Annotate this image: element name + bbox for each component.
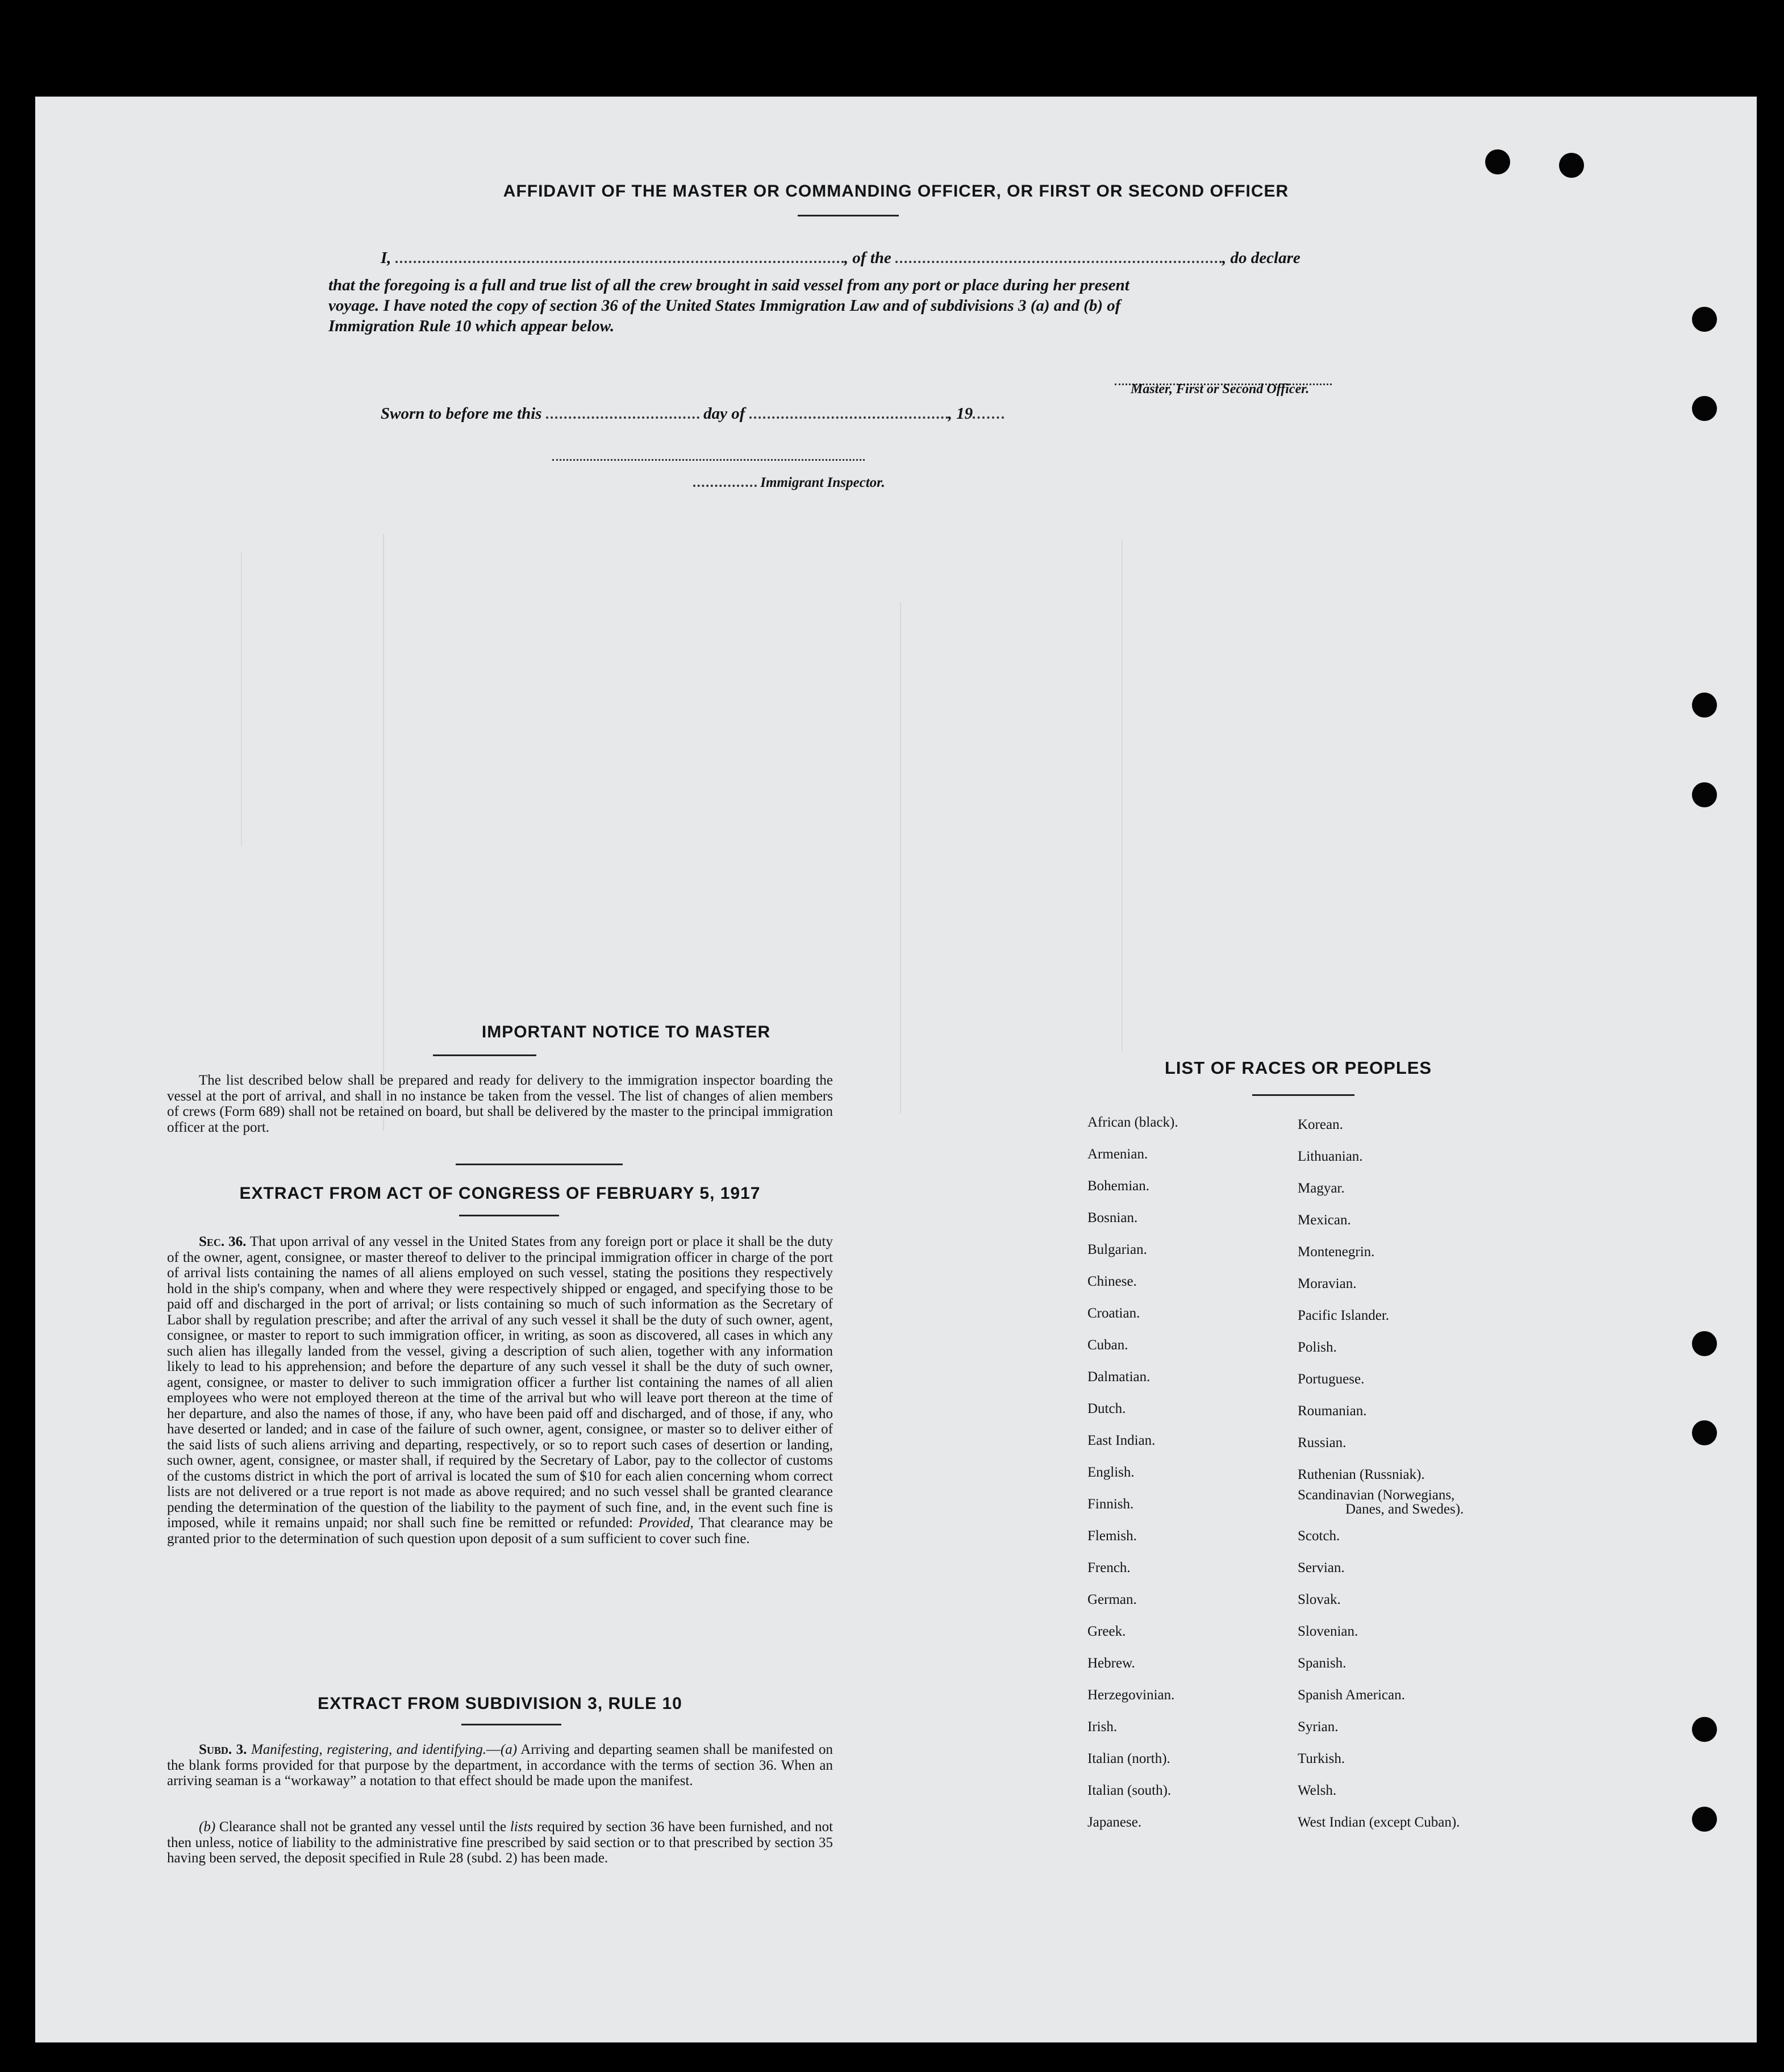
race-item: African (black). xyxy=(1087,1115,1178,1130)
b-text-1: Clearance shall not be granted any vessel until the xyxy=(219,1819,507,1835)
punch-hole xyxy=(1692,1807,1717,1832)
race-item: Bosnian. xyxy=(1087,1210,1138,1225)
race-item: Ruthenian (Russniak). xyxy=(1298,1467,1425,1482)
scandinavian-line-1: Scandinavian (Norwegians, xyxy=(1298,1487,1455,1503)
inspector-caption-text: Immigrant Inspector. xyxy=(760,475,885,490)
master-caption: Master, First or Second Officer. xyxy=(1131,382,1310,397)
race-item: Bulgarian. xyxy=(1087,1242,1147,1257)
section-36-text: That upon arrival of any vessel in the United States from any foreign port or place it shall be the duty of the owner, agent, consignee, or master thereof to deliver to the principal immigration officer in charge of the port of arrival lists containing the names of all aliens employed on such vessel, stating the positions they respectively hold in the ship's company, when and where they were respectively shipped or engaged, and specifying those to be paid off and discharged in the port of arrival; or lists containing so much of such information as the Secretary of Labor shall by regulation prescribe; and after the arrival of any such vessel it shall be the duty of such owner, agent, consignee, or master to report to such immigration officer, in writing, as soon as discovered, all cases in which any such alien has illegally landed from the vessel, giving a description of such alien, together with any information likely to lead to his apprehension; and before the departure of any such vessel it shall be the duty of such owner, agent, consignee, or master to deliver to such immigration officer a further list containing the names of all alien employees who were not employed thereon at the time of the arrival but who will leave port thereon at the time of her departure, and also the names of those, if any, who have been paid off and discharged, and of those, if any, who have deserted or landed; and in case of the failure of such owner, agent, consignee, or master so to deliver either of the said lists of such aliens arriving and departing, respectively, or so to report such cases of desertion or landing, such owner, agent, consignee, or master shall, if required by the Secretary of Labor, pay to the collector of customs of the customs district in which the port of arrival is located the sum of $10 for each alien concerning whom correct lists are not delivered or a true report is not made as above required; and no such vessel shall be granted clearance pending the determination of the question of the liability to the payment of such fine, and, in the event such fine is imposed, while it remains unpaid; nor shall such fine be remitted or refunded: xyxy=(167,1234,833,1531)
inspector-signature-line[interactable] xyxy=(552,459,865,461)
race-item: Korean. xyxy=(1298,1117,1343,1132)
b-lists: lists xyxy=(510,1819,533,1835)
b-label: (b) xyxy=(199,1819,216,1835)
race-item: Scotch. xyxy=(1298,1528,1340,1544)
punch-hole xyxy=(1692,693,1717,718)
races-right-column-continued xyxy=(1298,1520,1460,1838)
affidavit-title: AFFIDAVIT OF THE MASTER OR COMMANDING OFFICER, OR FIRST OR SECOND OFFICER xyxy=(503,182,1289,201)
race-item: Cuban. xyxy=(1087,1337,1128,1353)
race-item: Syrian. xyxy=(1298,1719,1339,1735)
a-label: (a) xyxy=(500,1742,518,1757)
race-item: Pacific Islander. xyxy=(1298,1308,1390,1323)
race-item: Italian (north). xyxy=(1087,1751,1170,1766)
title-rule xyxy=(798,215,899,216)
race-item: Armenian. xyxy=(1087,1147,1148,1162)
punch-hole xyxy=(1559,153,1584,178)
race-item: Dalmatian. xyxy=(1087,1369,1151,1385)
name-blank[interactable] xyxy=(395,255,844,263)
notice-end-rule xyxy=(456,1164,623,1165)
race-item: Montenegrin. xyxy=(1298,1244,1375,1260)
race-item: Moravian. xyxy=(1298,1276,1357,1291)
notice-title: IMPORTANT NOTICE TO MASTER xyxy=(481,1023,771,1041)
race-item: Turkish. xyxy=(1298,1751,1345,1766)
race-item: West Indian (except Cuban). xyxy=(1298,1815,1460,1830)
rule-rule xyxy=(461,1724,561,1725)
sworn-day-blank[interactable] xyxy=(546,411,699,419)
sworn-month-blank[interactable] xyxy=(749,411,948,419)
race-item: Greek. xyxy=(1087,1624,1126,1639)
races-left-column xyxy=(1087,1107,1178,1838)
race-item: French. xyxy=(1087,1560,1131,1575)
affidavit-line-1 xyxy=(381,249,1301,268)
race-item: Bohemian. xyxy=(1087,1178,1150,1194)
act-text xyxy=(167,1234,833,1546)
document-page xyxy=(35,97,1757,2042)
notice-rule xyxy=(433,1054,536,1056)
race-item: Welsh. xyxy=(1298,1783,1337,1798)
race-item: Russian. xyxy=(1298,1435,1347,1450)
race-item: Portuguese. xyxy=(1298,1371,1365,1387)
scandinavian-line-2: Danes, and Swedes). xyxy=(1345,1502,1464,1517)
rule-a-text: Subd. 3. Manifesting, registering, and identifying.—(a) Arriving and departing seamen shall be manifested on the blank forms provided for that purpose by the department, in accordance with the terms of section 36. When an arriving seaman is a “workaway” a notation to that effect should be made upon the manifest. xyxy=(167,1742,833,1788)
races-title: LIST OF RACES OR PEOPLES xyxy=(1165,1058,1432,1078)
section-36-text-end: That clearance may be granted prior to the determination of such question upon deposit of a sum sufficient to cover such fine. xyxy=(167,1515,833,1546)
sworn-line xyxy=(381,405,1004,423)
race-item: Lithuanian. xyxy=(1298,1149,1363,1164)
punch-hole xyxy=(1692,307,1717,332)
punch-hole xyxy=(1692,782,1717,807)
section-label: Sec. 36. xyxy=(199,1234,247,1249)
punch-hole xyxy=(1485,149,1510,174)
punch-hole xyxy=(1692,1420,1717,1445)
race-item: English. xyxy=(1087,1465,1135,1480)
race-item: Hebrew. xyxy=(1087,1656,1135,1671)
race-item: Irish. xyxy=(1087,1719,1118,1735)
race-item: Slovenian. xyxy=(1298,1624,1358,1639)
do-declare: , do declare xyxy=(1222,249,1301,267)
race-item: Spanish. xyxy=(1298,1656,1347,1671)
races-right-column xyxy=(1298,1109,1425,1491)
races-rule xyxy=(1252,1094,1354,1096)
rule-title: EXTRACT FROM SUBDIVISION 3, RULE 10 xyxy=(318,1694,682,1713)
race-item: Herzegovinian. xyxy=(1087,1687,1175,1703)
of-the: , of the xyxy=(844,249,891,267)
subd-label: Subd. 3. xyxy=(199,1742,247,1757)
bleed-through-line xyxy=(241,551,242,847)
race-item: Japanese. xyxy=(1087,1815,1142,1830)
year-prefix: , 19 xyxy=(948,405,973,423)
race-item: Magyar. xyxy=(1298,1181,1345,1196)
subd-heading: Manifesting, registering, and identifying. xyxy=(251,1742,486,1757)
race-item: Spanish American. xyxy=(1298,1687,1405,1703)
race-item: Polish. xyxy=(1298,1340,1337,1355)
race-item: Finnish. xyxy=(1087,1496,1134,1512)
race-item: Flemish. xyxy=(1087,1528,1137,1544)
race-item: East Indian. xyxy=(1087,1433,1156,1448)
act-rule xyxy=(459,1215,559,1216)
punch-hole xyxy=(1692,396,1717,421)
race-item: Mexican. xyxy=(1298,1212,1351,1228)
b-text-2: required by section 36 have been furnished, and not then unless, notice of liability to the administrative fine prescribed by said section or to that prescribed by section 35 having been served, the deposit specified in Rule 28 (subd. 2) has been made. xyxy=(167,1819,833,1866)
race-item: Croatian. xyxy=(1087,1306,1140,1321)
i-word: I, xyxy=(381,249,391,267)
race-item: Dutch. xyxy=(1087,1401,1126,1416)
race-item: Slovak. xyxy=(1298,1592,1341,1607)
punch-hole xyxy=(1692,1331,1717,1356)
affidavit-line-2: that the foregoing is a full and true list of all the crew brought in said vessel from any port or place during her present xyxy=(328,276,1129,294)
race-item: Servian. xyxy=(1298,1560,1345,1575)
punch-hole xyxy=(1692,1717,1717,1742)
affidavit-line-4: Immigration Rule 10 which appear below. xyxy=(328,317,615,335)
race-item: Chinese. xyxy=(1087,1274,1137,1289)
inspector-caption xyxy=(693,475,885,491)
race-item: Roumanian. xyxy=(1298,1403,1367,1419)
vessel-blank[interactable] xyxy=(895,255,1222,263)
rule-b-text xyxy=(167,1819,833,1866)
sworn-text: Sworn to before me this xyxy=(381,405,542,423)
provided-word: Provided, xyxy=(638,1515,694,1531)
bleed-through-line xyxy=(1122,540,1123,1051)
inspector-blank[interactable] xyxy=(693,479,757,487)
race-item: German. xyxy=(1087,1592,1137,1607)
affidavit-line-3: voyage. I have noted the copy of section 36 of the United States Immigration Law and of subdivisions 3 (a) and (b) of xyxy=(328,297,1121,315)
notice-text: The list described below shall be prepared and ready for delivery to the immigration inspector boarding the vessel at the port of arrival, and shall in no instance be taken from the vessel. The list of changes of alien members of crews (Form 689) shall not be retained on board, but shall be delivered by the master to the principal immigration officer at the port. xyxy=(167,1073,833,1135)
races-scandinavian xyxy=(1298,1488,1464,1516)
a-text: Arriving and departing seamen shall be manifested on the blank forms provided for that purpose by the department, in accordance with the terms of section 36. When an arriving seaman is a “workaway” a notation to that effect should be made upon the manifest. xyxy=(167,1742,833,1788)
race-item: Italian (south). xyxy=(1087,1783,1172,1798)
day-of-text: day of xyxy=(703,405,745,423)
sworn-year-blank[interactable] xyxy=(973,411,1004,419)
act-title: EXTRACT FROM ACT OF CONGRESS OF FEBRUARY 5, 1917 xyxy=(239,1184,761,1203)
